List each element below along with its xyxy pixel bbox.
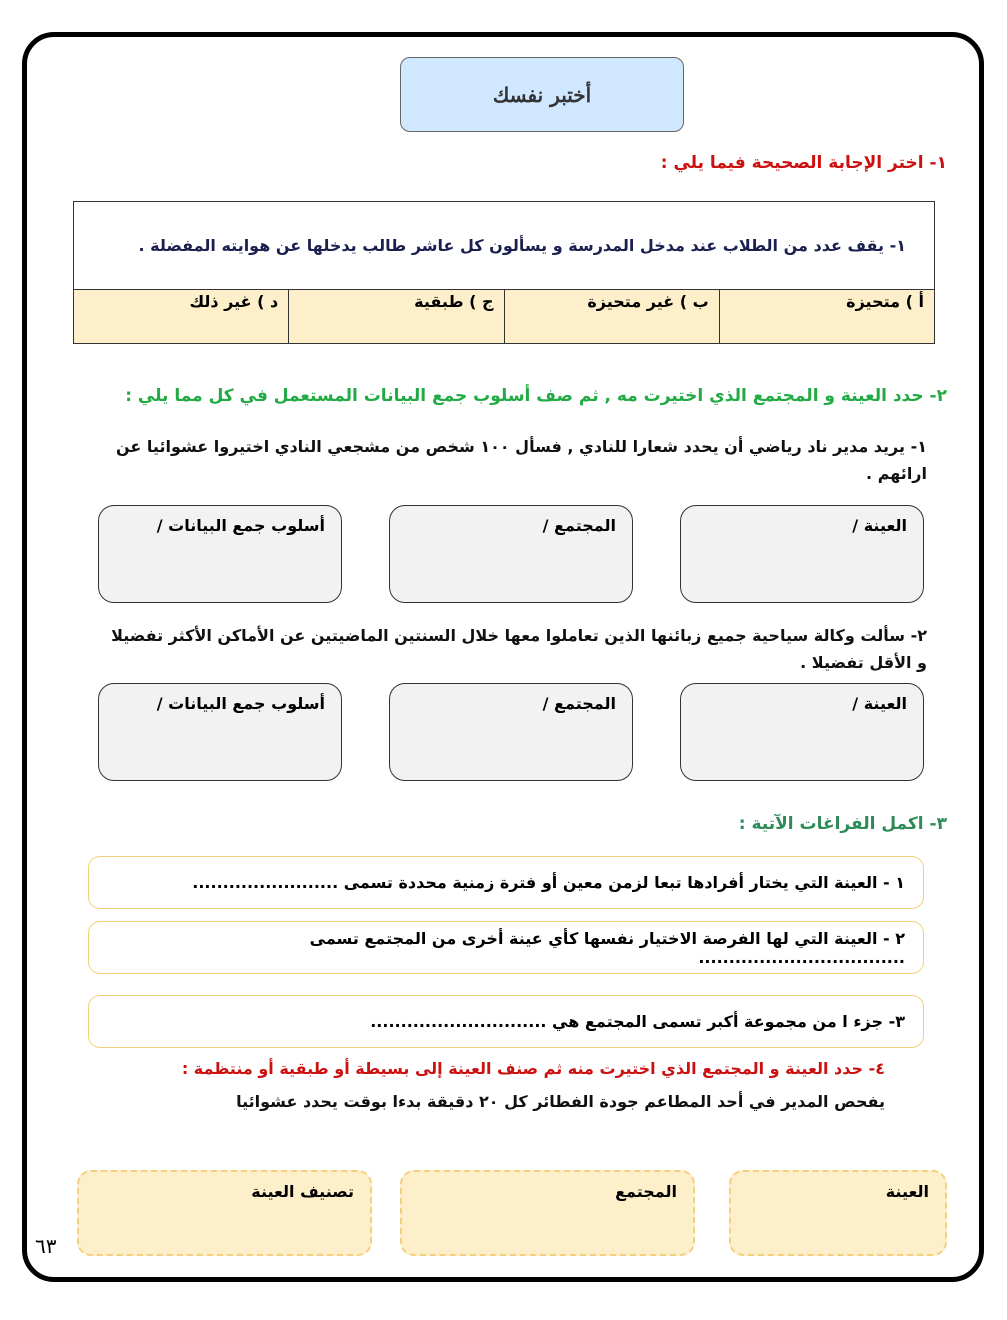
sample-label: العينة / (852, 516, 907, 535)
q2-2-population-box[interactable] (389, 683, 633, 781)
sample-label: العينة / (852, 694, 907, 713)
q2-1-sample-box[interactable] (680, 505, 924, 603)
option-b[interactable]: ب ) غير متحيزة (504, 290, 719, 343)
classification-label: تصنيف العينة (251, 1182, 354, 1201)
q3-item-2[interactable] (88, 921, 924, 974)
option-d[interactable]: د ) غير ذلك (189, 292, 279, 311)
q4-sample-box[interactable] (729, 1170, 947, 1256)
sample-label: العينة (885, 1182, 929, 1201)
page-number: ٦٣ (35, 1234, 57, 1258)
q1-table (73, 201, 935, 344)
population-label: المجتمع / (542, 694, 616, 713)
population-label: المجتمع / (542, 516, 616, 535)
q2-item-1: ١- يريد مدير ناد رياضي أن يحدد شعارا للنادي , فسأل ١٠٠ شخص من مشجعي النادي اختيروا عشوائيا عن ارائهم . (116, 437, 927, 483)
q4-heading: ٤- حدد العينة و المجتمع الذي اختيرت منه ثم صنف العينة إلى بسيطة أو طبقية أو منتظمة : (181, 1059, 885, 1078)
q1-heading: ١- اختر الإجابة الصحيحة فيما يلي : (660, 153, 947, 173)
q2-2-method-box[interactable] (98, 683, 342, 781)
q2-1-method-box[interactable] (98, 505, 342, 603)
q2-item-2: ٢- سألت وكالة سياحية جميع زبائنها الذين تعاملوا معها خلال السنتين الماضيتين عن الأماكن الأكثر تفضيلا و الأقل تفضيلا . (111, 626, 927, 672)
q2-heading: ٢- حدد العينة و المجتمع الذي اختيرت مه , ثم صف أسلوب جمع البيانات المستعمل في كل مما يلي : (125, 386, 947, 406)
q3-heading: ٣- اكمل الفراغات الآتية : (738, 814, 947, 834)
page-title: أختبر نفسك (400, 57, 684, 132)
q3-item-1-text: ١ - العينة التي يختار أفرادها تبعا لزمن معين أو فترة زمنية محددة تسمى ........................ (192, 873, 905, 892)
method-label: أسلوب جمع البيانات / (156, 694, 325, 713)
q2-2-sample-box[interactable] (680, 683, 924, 781)
option-a[interactable]: أ ) متحيزة (719, 290, 934, 343)
q4-population-box[interactable] (400, 1170, 695, 1256)
population-label: المجتمع (615, 1182, 677, 1201)
q3-item-3-text: ٣- جزء ا من مجموعة أكبر تسمى المجتمع هي ............................. (370, 1012, 905, 1031)
q3-item-3[interactable] (88, 995, 924, 1048)
q3-item-2-text: ٢ - العينة التي لها الفرصة الاختيار نفسها كأي عينة أخرى من المجتمع تسمى .................................. (309, 928, 905, 967)
method-label: أسلوب جمع البيانات / (156, 516, 325, 535)
q4-classification-box[interactable] (77, 1170, 372, 1256)
q4-text: يفحص المدير في أحد المطاعم جودة الفطائر كل ٢٠ دقيقة بدءا بوقت يحدد عشوائيا (236, 1092, 885, 1111)
q1-stem: ١- يقف عدد من الطلاب عند مدخل المدرسة و يسألون كل عاشر طالب يدخلها عن هوايته المفضلة . (138, 236, 906, 255)
option-c[interactable]: ج ) طبقية (288, 290, 503, 343)
q3-item-1[interactable] (88, 856, 924, 909)
q2-1-population-box[interactable] (389, 505, 633, 603)
